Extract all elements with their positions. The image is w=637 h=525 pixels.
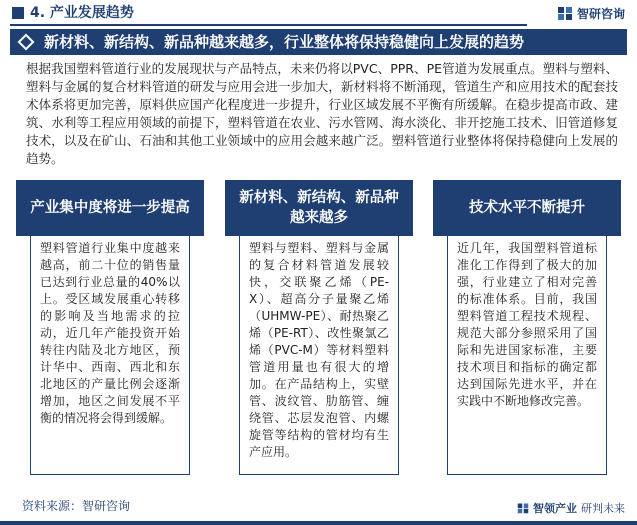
card-header [225, 180, 413, 236]
card-header [16, 180, 204, 236]
diamond-icon [18, 34, 35, 51]
card-body: 塑料与塑料、塑料与金属的复合材料管道发展较快，交联聚乙烯（PE-X）、超高分子量聚乙烯（UHMW-PE）、耐热聚乙烯（PE-RT）、改性聚氯乙烯（PVC-M）等材料塑料管道用量也有很大的增加。在产品结构上，实壁管、波纹管、肋筋管、缠绕管、芯层发泡管、内螺旋管等结构的管材均有生产应用。 [249, 241, 389, 459]
header-divider [10, 24, 527, 26]
bottom-divider [0, 521, 637, 525]
card-title: 新材料、新结构、新品种越来越多 [239, 190, 399, 226]
trend-card-new-materials [225, 180, 413, 475]
card-body: 近几年，我国塑料管道标准化工作得到了极大的加强，行业建立了相对完善的标准体系。目前，我国塑料管道工程技术规程、规范大部分参照采用了国际和先进国家标准，主要技术项目和指标的确定都达到国际先进水平，并在实践中不断地修改完善。 [457, 241, 597, 408]
headline-text: 新材料、新结构、新品种越来越多，行业整体将保持稳健向上发展的趋势 [44, 33, 525, 51]
zhiyan-logo-icon [517, 502, 529, 514]
trend-card-technology [433, 180, 621, 475]
intro-paragraph: 根据我国塑料管道行业的发展现状与产品特点，未来仍将以PVC、PPR、PE管道为发展重点。塑料与塑料、塑料与金属的复合材料管道的研发与应用会进一步加大，新材料将不断涌现，管道生产和应用技术的配套技术体系将更加完善，原料供应国产化程度进一步提升，行业区域发展不平衡有所缓解。在稳步提高市政、建筑、水利等工程应用领域的前提下，塑料管道在农业、污水管网、海水淡化、非开挖施工技术、旧管道修复技术，以及在矿山、石油和其他工业领域中的应用会越来越广泛。塑料管道行业整体将保持稳健向上发展的趋势。 [26, 61, 618, 166]
headline-banner [10, 29, 627, 55]
section-title: 4. 产业发展趋势 [30, 5, 134, 21]
zhiyan-logo-icon [557, 5, 573, 21]
section-marker-icon [12, 7, 24, 19]
card-body: 塑料管道行业集中度越来越高，前二十位的销售量已达到行业总量的40%以上。受区域发展重心转移的影响及当地需求的拉动，近几年产能投资开始转往内陆及北方地区，预计华中、西南、西北和东北地区的产量比例会逐渐增加，地区之间发展不平衡的情况将会得到缓解。 [40, 241, 180, 425]
trend-card-concentration [16, 180, 204, 475]
data-source: 资料来源：智研咨询 [22, 499, 131, 513]
card-header [433, 180, 621, 236]
footer-tagline: 研判未来 [581, 502, 625, 515]
section-header [0, 0, 637, 26]
card-title: 技术水平不断提升 [469, 200, 585, 216]
logo-text: 智研咨询 [576, 6, 625, 21]
footer-slogan [517, 500, 625, 516]
card-title: 产业集中度将进一步提高 [30, 200, 190, 216]
brand-logo [557, 4, 625, 22]
footer-brand: 智领产业 [533, 502, 577, 515]
